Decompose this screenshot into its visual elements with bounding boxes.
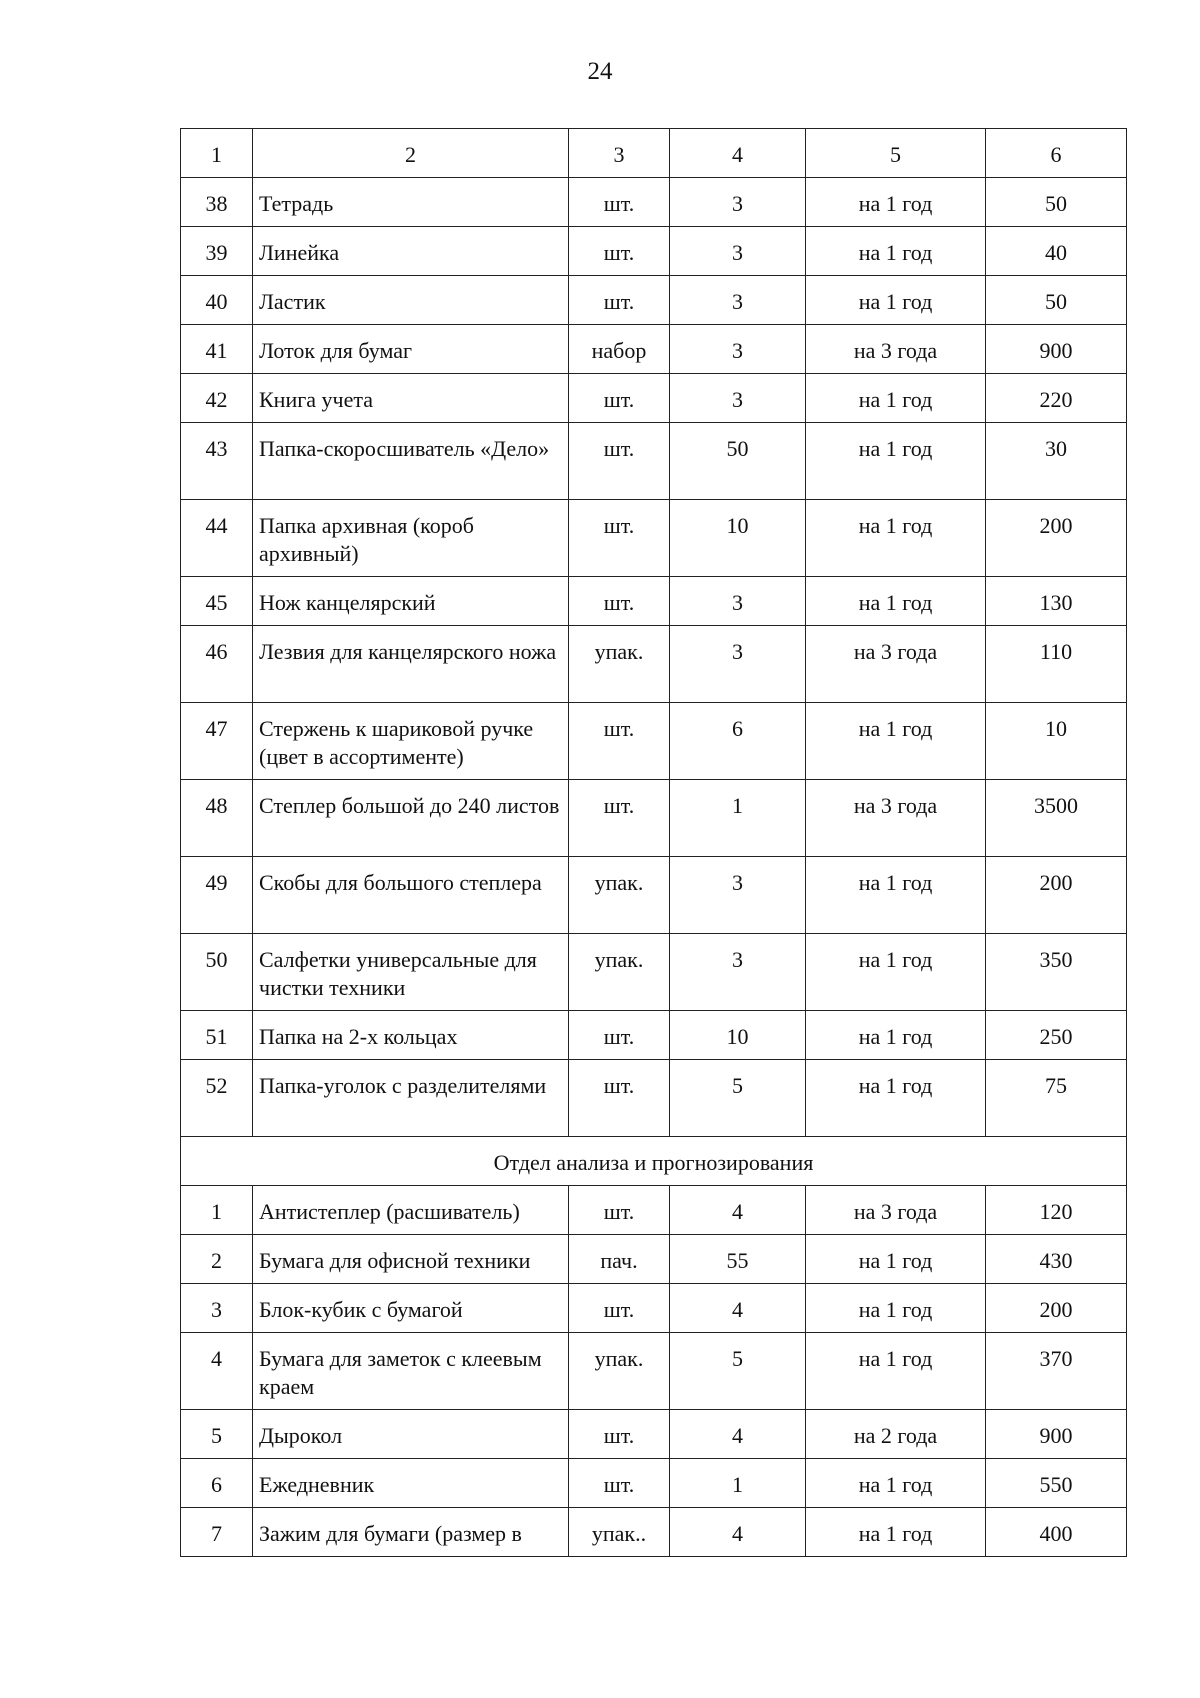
- row-number-cell: 52: [181, 1060, 253, 1137]
- row-number-cell: 40: [181, 276, 253, 325]
- table-row: [181, 374, 1127, 423]
- row-number-cell: 49: [181, 857, 253, 934]
- price-cell: 50: [986, 276, 1127, 325]
- quantity-cell: 5: [670, 1333, 806, 1410]
- unit-cell: шт.: [569, 227, 670, 276]
- row-number-cell: 51: [181, 1011, 253, 1060]
- unit-cell: шт.: [569, 1410, 670, 1459]
- price-cell: 220: [986, 374, 1127, 423]
- unit-cell: шт.: [569, 1284, 670, 1333]
- item-name-cell: Книга учета: [253, 374, 569, 423]
- section-title: Отдел анализа и прогнозирования: [181, 1137, 1127, 1186]
- row-number-cell: 41: [181, 325, 253, 374]
- quantity-cell: 55: [670, 1235, 806, 1284]
- table-row: [181, 1284, 1127, 1333]
- price-cell: 40: [986, 227, 1127, 276]
- row-number-cell: 43: [181, 423, 253, 500]
- table-row: [181, 857, 1127, 934]
- row-number-cell: 46: [181, 626, 253, 703]
- row-number-cell: 5: [181, 1410, 253, 1459]
- term-cell: на 3 года: [806, 325, 986, 374]
- item-name-cell: Антистеплер (расшиватель): [253, 1186, 569, 1235]
- item-name-cell: Зажим для бумаги (размер в: [253, 1508, 569, 1557]
- table-row: [181, 325, 1127, 374]
- item-name-cell: Папка на 2-х кольцах: [253, 1011, 569, 1060]
- table-row: [181, 780, 1127, 857]
- price-cell: 250: [986, 1011, 1127, 1060]
- quantity-cell: 3: [670, 857, 806, 934]
- table-row: [181, 703, 1127, 780]
- row-number-cell: 47: [181, 703, 253, 780]
- term-cell: на 1 год: [806, 934, 986, 1011]
- section-header-row: [181, 1137, 1127, 1186]
- table-row: [181, 1060, 1127, 1137]
- price-cell: 200: [986, 500, 1127, 577]
- table-row: [181, 1333, 1127, 1410]
- item-name-cell: Папка-уголок с разделителями: [253, 1060, 569, 1137]
- price-cell: 50: [986, 178, 1127, 227]
- table-row: [181, 227, 1127, 276]
- unit-cell: набор: [569, 325, 670, 374]
- row-number-cell: 48: [181, 780, 253, 857]
- item-name-cell: Лезвия для канцелярского ножа: [253, 626, 569, 703]
- price-cell: 430: [986, 1235, 1127, 1284]
- unit-cell: пач.: [569, 1235, 670, 1284]
- quantity-cell: 1: [670, 1459, 806, 1508]
- table-row: [181, 577, 1127, 626]
- term-cell: на 1 год: [806, 1333, 986, 1410]
- quantity-cell: 4: [670, 1508, 806, 1557]
- table-row: [181, 1186, 1127, 1235]
- term-cell: на 1 год: [806, 1459, 986, 1508]
- table-row: [181, 1011, 1127, 1060]
- quantity-cell: 3: [670, 934, 806, 1011]
- quantity-cell: 3: [670, 227, 806, 276]
- quantity-cell: 4: [670, 1284, 806, 1333]
- row-number-cell: 1: [181, 1186, 253, 1235]
- table-row: [181, 276, 1127, 325]
- price-cell: 200: [986, 857, 1127, 934]
- quantity-cell: 3: [670, 374, 806, 423]
- unit-cell: шт.: [569, 577, 670, 626]
- term-cell: на 3 года: [806, 1186, 986, 1235]
- unit-cell: шт.: [569, 500, 670, 577]
- column-header: 5: [806, 129, 986, 178]
- column-header: 1: [181, 129, 253, 178]
- unit-cell: упак.: [569, 857, 670, 934]
- price-cell: 200: [986, 1284, 1127, 1333]
- table-row: [181, 178, 1127, 227]
- column-header: 2: [253, 129, 569, 178]
- item-name-cell: Дырокол: [253, 1410, 569, 1459]
- price-cell: 350: [986, 934, 1127, 1011]
- price-cell: 130: [986, 577, 1127, 626]
- quantity-cell: 3: [670, 276, 806, 325]
- row-number-cell: 44: [181, 500, 253, 577]
- term-cell: на 1 год: [806, 1235, 986, 1284]
- item-name-cell: Степлер большой до 240 листов: [253, 780, 569, 857]
- unit-cell: шт.: [569, 1011, 670, 1060]
- quantity-cell: 3: [670, 178, 806, 227]
- table-body: [181, 129, 1127, 1557]
- term-cell: на 1 год: [806, 857, 986, 934]
- term-cell: на 3 года: [806, 780, 986, 857]
- quantity-cell: 6: [670, 703, 806, 780]
- row-number-cell: 45: [181, 577, 253, 626]
- row-number-cell: 7: [181, 1508, 253, 1557]
- item-name-cell: Бумага для заметок с клеевым краем: [253, 1333, 569, 1410]
- row-number-cell: 3: [181, 1284, 253, 1333]
- price-cell: 550: [986, 1459, 1127, 1508]
- row-number-cell: 4: [181, 1333, 253, 1410]
- term-cell: на 2 года: [806, 1410, 986, 1459]
- price-cell: 370: [986, 1333, 1127, 1410]
- column-number-header-row: [181, 129, 1127, 178]
- unit-cell: упак..: [569, 1508, 670, 1557]
- price-cell: 3500: [986, 780, 1127, 857]
- column-header: 3: [569, 129, 670, 178]
- item-name-cell: Нож канцелярский: [253, 577, 569, 626]
- supplies-table: [180, 128, 1127, 1557]
- table-row: [181, 626, 1127, 703]
- price-cell: 75: [986, 1060, 1127, 1137]
- table-row: [181, 1235, 1127, 1284]
- table-row: [181, 1508, 1127, 1557]
- page-number: 24: [587, 58, 613, 85]
- quantity-cell: 10: [670, 500, 806, 577]
- price-cell: 30: [986, 423, 1127, 500]
- unit-cell: шт.: [569, 276, 670, 325]
- table-row: [181, 934, 1127, 1011]
- item-name-cell: Тетрадь: [253, 178, 569, 227]
- unit-cell: шт.: [569, 1459, 670, 1508]
- item-name-cell: Блок-кубик с бумагой: [253, 1284, 569, 1333]
- column-header: 4: [670, 129, 806, 178]
- price-cell: 10: [986, 703, 1127, 780]
- term-cell: на 1 год: [806, 227, 986, 276]
- price-cell: 900: [986, 1410, 1127, 1459]
- unit-cell: шт.: [569, 1060, 670, 1137]
- unit-cell: шт.: [569, 374, 670, 423]
- price-cell: 900: [986, 325, 1127, 374]
- unit-cell: упак.: [569, 934, 670, 1011]
- row-number-cell: 6: [181, 1459, 253, 1508]
- term-cell: на 1 год: [806, 1011, 986, 1060]
- quantity-cell: 3: [670, 577, 806, 626]
- item-name-cell: Скобы для большого степлера: [253, 857, 569, 934]
- term-cell: на 1 год: [806, 1508, 986, 1557]
- table-row: [181, 500, 1127, 577]
- unit-cell: упак.: [569, 626, 670, 703]
- term-cell: на 1 год: [806, 1284, 986, 1333]
- table-row: [181, 1459, 1127, 1508]
- table-row: [181, 423, 1127, 500]
- unit-cell: шт.: [569, 178, 670, 227]
- term-cell: на 1 год: [806, 374, 986, 423]
- item-name-cell: Стержень к шариковой ручке (цвет в ассортименте): [253, 703, 569, 780]
- item-name-cell: Салфетки универсальные для чистки техники: [253, 934, 569, 1011]
- term-cell: на 3 года: [806, 626, 986, 703]
- term-cell: на 1 год: [806, 703, 986, 780]
- term-cell: на 1 год: [806, 276, 986, 325]
- quantity-cell: 10: [670, 1011, 806, 1060]
- item-name-cell: Бумага для офисной техники: [253, 1235, 569, 1284]
- term-cell: на 1 год: [806, 423, 986, 500]
- term-cell: на 1 год: [806, 500, 986, 577]
- row-number-cell: 38: [181, 178, 253, 227]
- unit-cell: шт.: [569, 780, 670, 857]
- term-cell: на 1 год: [806, 1060, 986, 1137]
- item-name-cell: Ежедневник: [253, 1459, 569, 1508]
- quantity-cell: 5: [670, 1060, 806, 1137]
- price-cell: 400: [986, 1508, 1127, 1557]
- item-name-cell: Папка-скоросшиватель «Дело»: [253, 423, 569, 500]
- term-cell: на 1 год: [806, 178, 986, 227]
- row-number-cell: 42: [181, 374, 253, 423]
- item-name-cell: Линейка: [253, 227, 569, 276]
- quantity-cell: 1: [670, 780, 806, 857]
- column-header: 6: [986, 129, 1127, 178]
- row-number-cell: 2: [181, 1235, 253, 1284]
- row-number-cell: 50: [181, 934, 253, 1011]
- price-cell: 120: [986, 1186, 1127, 1235]
- item-name-cell: Ластик: [253, 276, 569, 325]
- unit-cell: упак.: [569, 1333, 670, 1410]
- quantity-cell: 50: [670, 423, 806, 500]
- quantity-cell: 4: [670, 1186, 806, 1235]
- unit-cell: шт.: [569, 703, 670, 780]
- item-name-cell: Папка архивная (короб архивный): [253, 500, 569, 577]
- table-row: [181, 1410, 1127, 1459]
- quantity-cell: 3: [670, 626, 806, 703]
- row-number-cell: 39: [181, 227, 253, 276]
- unit-cell: шт.: [569, 423, 670, 500]
- term-cell: на 1 год: [806, 577, 986, 626]
- item-name-cell: Лоток для бумаг: [253, 325, 569, 374]
- unit-cell: шт.: [569, 1186, 670, 1235]
- quantity-cell: 3: [670, 325, 806, 374]
- quantity-cell: 4: [670, 1410, 806, 1459]
- price-cell: 110: [986, 626, 1127, 703]
